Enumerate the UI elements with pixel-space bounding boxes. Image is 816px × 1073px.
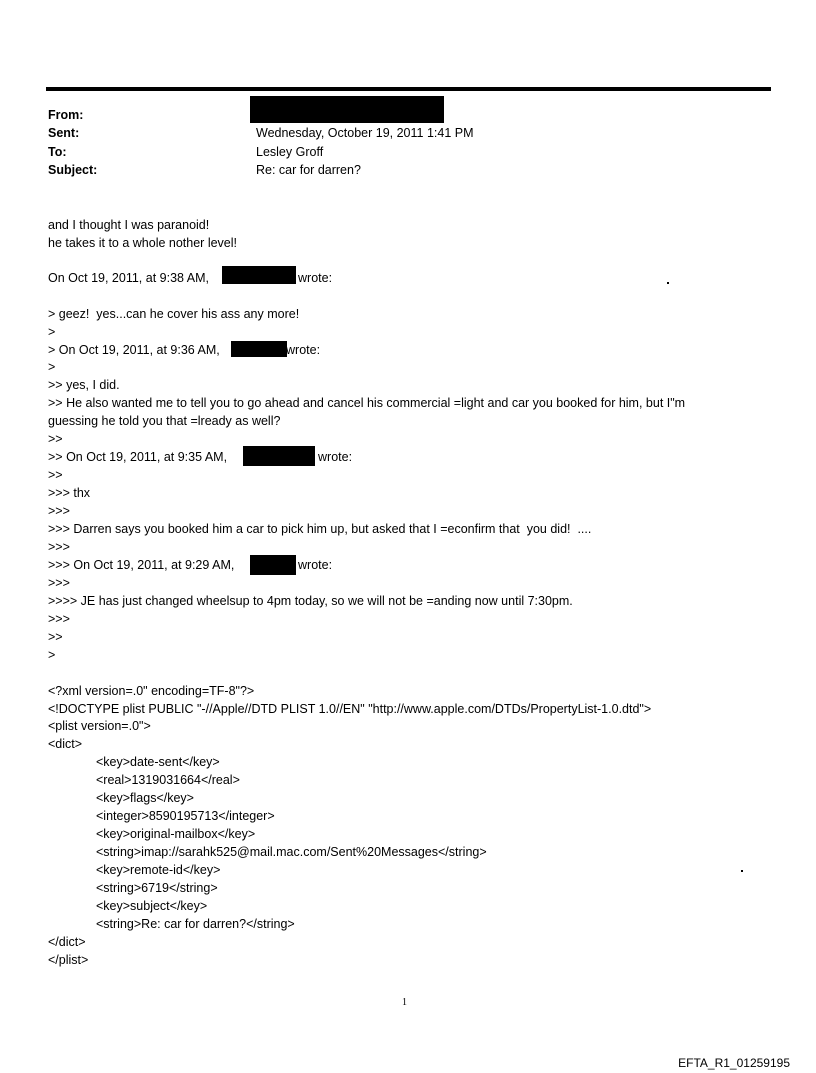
from-redaction: [250, 96, 444, 123]
quote-line: >> He also wanted me to tell you to go ahead and cancel his commercial =light and car you booked for him, but I"m: [48, 396, 686, 410]
document-id: EFTA_R1_01259195: [678, 1056, 790, 1070]
plist-line: <plist version=.0">: [48, 719, 151, 733]
quote-line: >>: [48, 630, 63, 644]
quote-line: >>> thx: [48, 486, 91, 500]
quote-line: >>: [48, 432, 63, 446]
plist-line: <dict>: [48, 737, 83, 751]
plist-line: <string>6719</string>: [96, 881, 218, 895]
quote-line: > On Oct 19, 2011, at 9:36 AM,: [48, 343, 220, 357]
quote-line: >: [48, 325, 56, 339]
sender-redaction: [243, 446, 315, 466]
quote-line: >: [48, 360, 56, 374]
sender-redaction: [250, 555, 296, 575]
quote-line: >>>: [48, 576, 70, 590]
stray-mark: [667, 282, 669, 284]
to-label: To:: [48, 145, 67, 159]
plist-line: </plist>: [48, 953, 89, 967]
sent-label: Sent:: [48, 126, 80, 140]
plist-line: <!DOCTYPE plist PUBLIC "-//Apple//DTD PLIST 1.0//EN" "http://www.apple.com/DTDs/PropertyList-1.0.dtd">: [48, 702, 652, 716]
from-label: From:: [48, 108, 84, 122]
plist-line: <key>remote-id</key>: [96, 863, 221, 877]
plist-line: <integer>8590195713</integer>: [96, 809, 275, 823]
quote-line: >: [48, 648, 56, 662]
quote-line: > geez! yes...can he cover his ass any more!: [48, 307, 300, 321]
body-line: wrote:: [298, 271, 333, 285]
body-line: On Oct 19, 2011, at 9:38 AM,: [48, 271, 209, 285]
plist-line: <key>subject</key>: [96, 899, 208, 913]
quote-line: >>> On Oct 19, 2011, at 9:29 AM,: [48, 558, 235, 572]
to-value: Lesley Groff: [256, 145, 324, 159]
plist-line: <key>flags</key>: [96, 791, 194, 805]
plist-line: <string>imap://sarahk525@mail.mac.com/Sent%20Messages</string>: [96, 845, 487, 859]
plist-line: </dict>: [48, 935, 86, 949]
quote-line: >>> Darren says you booked him a car to pick him up, but asked that I =econfirm that you did! ....: [48, 522, 592, 536]
quote-line: >> yes, I did.: [48, 378, 120, 392]
stray-mark: [741, 870, 743, 872]
quote-line: >>: [48, 468, 63, 482]
body-line: and I thought I was paranoid!: [48, 218, 210, 232]
quote-line: wrote:: [298, 558, 333, 572]
plist-line: <string>Re: car for darren?</string>: [96, 917, 295, 931]
quote-line: guessing he told you that =lready as well?: [48, 414, 281, 428]
body-line: he takes it to a whole nother level!: [48, 236, 238, 250]
sender-redaction: [222, 266, 296, 284]
quote-line: wrote:: [286, 343, 321, 357]
plist-line: <?xml version=.0" encoding=TF-8"?>: [48, 684, 255, 698]
sent-value: Wednesday, October 19, 2011 1:41 PM: [256, 126, 474, 140]
quote-line: >>>: [48, 540, 70, 554]
quote-line: >>>> JE has just changed wheelsup to 4pm today, so we will not be =anding now until 7:30pm.: [48, 594, 573, 608]
quote-line: >>>: [48, 612, 70, 626]
subject-value: Re: car for darren?: [256, 163, 361, 177]
plist-line: <key>original-mailbox</key>: [96, 827, 256, 841]
page-number: 1: [402, 997, 407, 1008]
subject-label: Subject:: [48, 163, 98, 177]
plist-line: <key>date-sent</key>: [96, 755, 220, 769]
quote-line: >>>: [48, 504, 70, 518]
header-rule: [46, 87, 771, 91]
sender-redaction: [231, 341, 287, 357]
quote-line: wrote:: [318, 450, 353, 464]
plist-line: <real>1319031664</real>: [96, 773, 240, 787]
quote-line: >> On Oct 19, 2011, at 9:35 AM,: [48, 450, 228, 464]
